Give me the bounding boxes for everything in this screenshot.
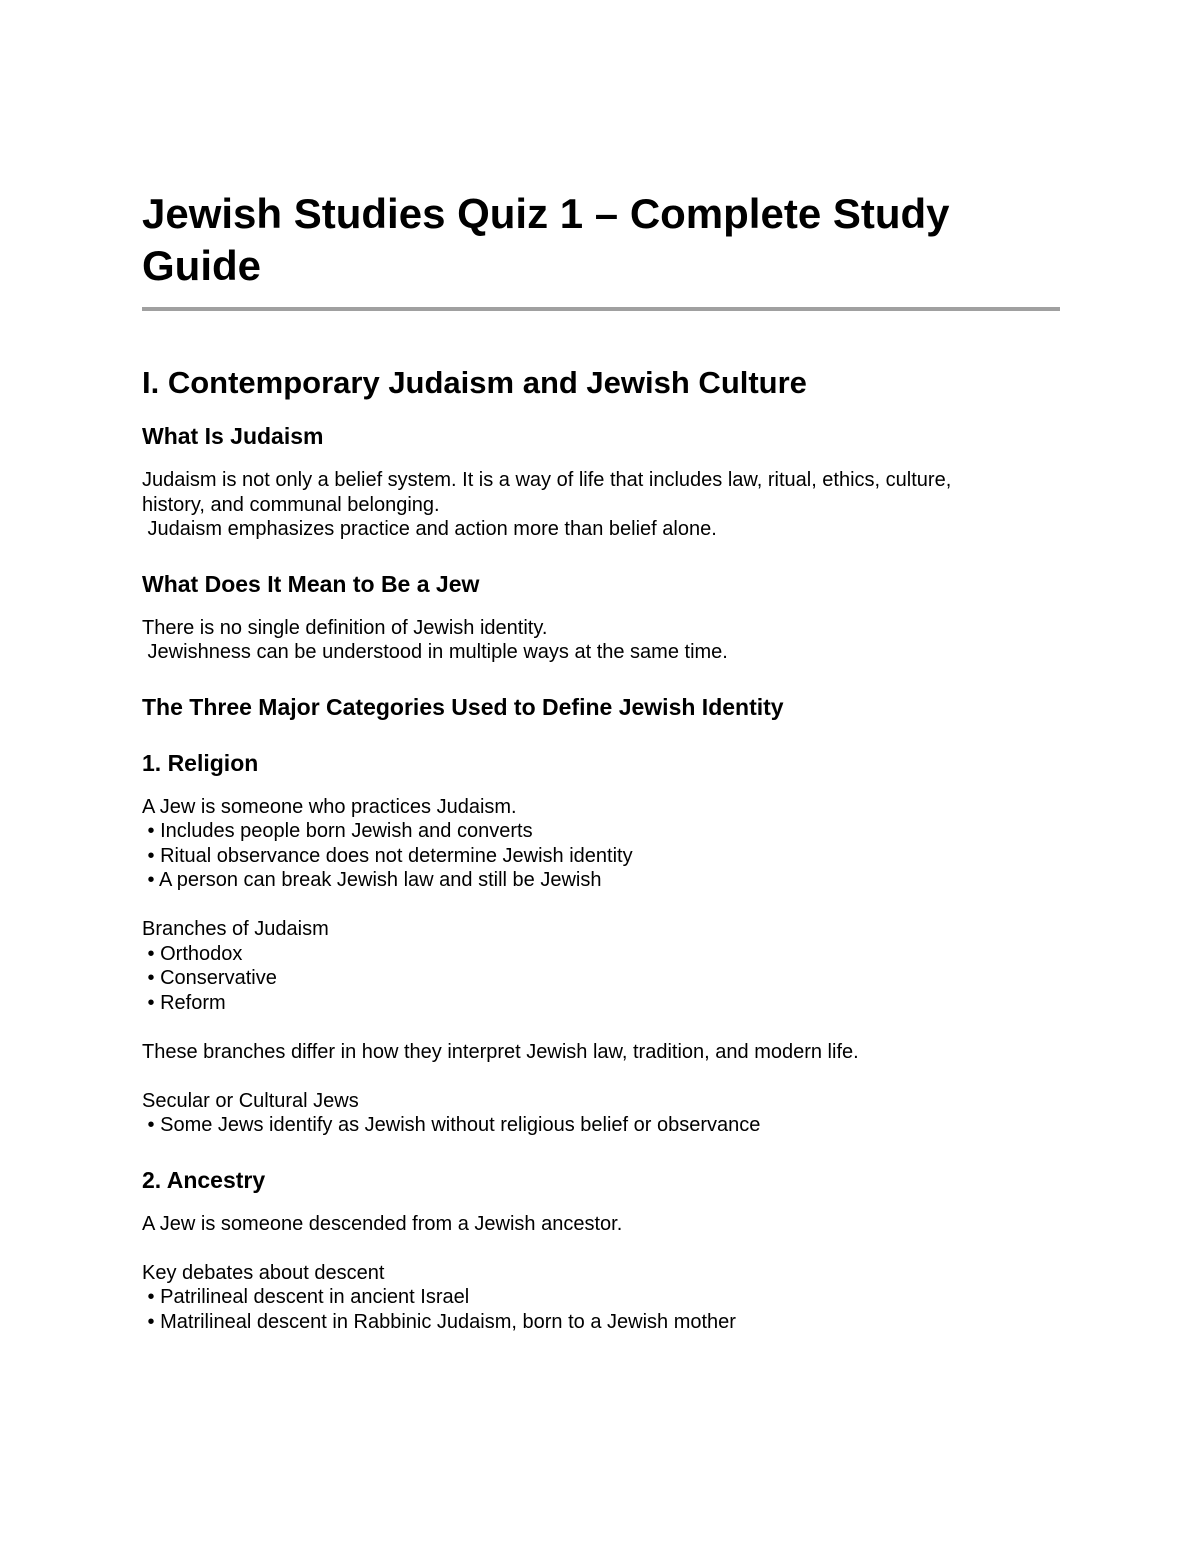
text-line: A Jew is someone who practices Judaism. <box>142 795 517 818</box>
paragraph-what-is-judaism <box>142 468 1062 542</box>
text-line: Jewishness can be understood in multiple ways at the same time. <box>142 641 728 663</box>
text-line: These branches differ in how they interpret Jewish law, tradition, and modern life. <box>142 1040 859 1063</box>
bullet-item: • Conservative <box>142 967 277 989</box>
bullet-item: • Includes people born Jewish and converts <box>142 820 533 842</box>
paragraph-jewish-identity <box>142 616 1062 665</box>
document-page <box>142 188 1062 1334</box>
section-title: I. Contemporary Judaism and Jewish Culture <box>142 365 807 400</box>
bullet-item: • Patrilineal descent in ancient Israel <box>142 1286 470 1308</box>
paragraph-branches-differ <box>142 1040 1062 1065</box>
text-line: Key debates about descent <box>142 1261 385 1284</box>
bullet-item: • Orthodox <box>142 942 243 965</box>
title-divider <box>142 307 1060 311</box>
text-line: There is no single definition of Jewish identity. <box>142 616 548 639</box>
text-line: Judaism is not only a belief system. It is a way of life that includes law, ritual, ethics, culture, <box>142 469 952 491</box>
text-line: Judaism emphasizes practice and action more than belief alone. <box>142 518 717 540</box>
bullet-item: • Matrilineal descent in Rabbinic Judaism, born to a Jewish mother <box>142 1310 736 1333</box>
paragraph-branches <box>142 917 1062 1015</box>
bullet-item: • Reform <box>142 991 226 1014</box>
bullet-item: • Ritual observance does not determine Jewish identity <box>142 844 633 867</box>
bullet-item: • A person can break Jewish law and still be Jewish <box>142 869 602 891</box>
text-line: Secular or Cultural Jews <box>142 1089 359 1112</box>
paragraph-religion <box>142 795 1062 893</box>
paragraph-secular-jews <box>142 1089 1062 1138</box>
text-line: history, and communal belonging. <box>142 493 440 516</box>
heading-ancestry: 2. Ancestry <box>142 1166 266 1193</box>
heading-religion: 1. Religion <box>142 749 259 776</box>
heading-what-does-it-mean: What Does It Mean to Be a Jew <box>142 570 480 597</box>
heading-what-is-judaism: What Is Judaism <box>142 423 324 449</box>
text-line: Branches of Judaism <box>142 918 329 940</box>
document-title: Jewish Studies Quiz 1 – Complete Study Guide <box>142 190 950 289</box>
heading-three-categories: The Three Major Categories Used to Define Jewish Identity <box>142 693 784 720</box>
paragraph-descent-debates <box>142 1261 1062 1335</box>
paragraph-ancestry <box>142 1212 1062 1237</box>
bullet-item: • Some Jews identify as Jewish without religious belief or observance <box>142 1114 761 1136</box>
text-line: A Jew is someone descended from a Jewish ancestor. <box>142 1212 623 1235</box>
